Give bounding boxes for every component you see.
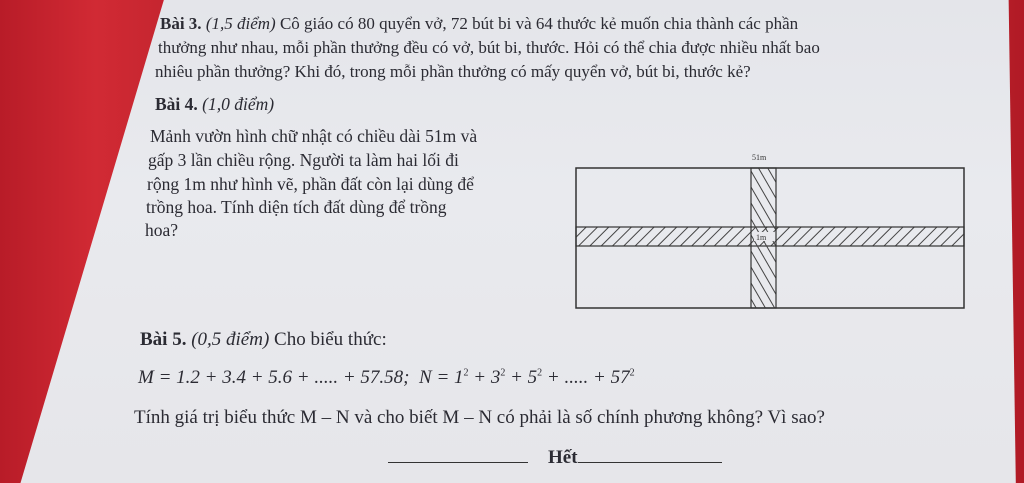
bai5-intro: Cho biểu thức:: [274, 329, 387, 350]
length-label: 51m: [752, 153, 767, 162]
bai4-points: (1,0 điểm): [202, 94, 275, 114]
bai3-line-2: thưởng như nhau, mỗi phần thưởng đều có vở, bút bi, thước. Hỏi có thể chia được nhiều nhất bao: [158, 38, 820, 57]
expression-n: $N = 1^2 + 3^2 + 5^2$ + ..... + $57^2$: [419, 367, 635, 388]
bai4-text-line-1: Mảnh vườn hình chữ nhật có chiều dài 51m và: [150, 126, 478, 146]
bai4-text-line-2: gấp 3 lần chiều rộng. Người ta làm hai lối đi: [148, 150, 459, 170]
bai4-text-line-4: trồng hoa. Tính diện tích đất dùng để trồng: [146, 197, 447, 217]
bai5-expressions: [138, 367, 635, 389]
path-width-label: 1m: [756, 233, 767, 242]
bai5-points: (0,5 điểm): [191, 329, 270, 350]
bai3-line-1: [160, 14, 798, 34]
garden-diagram: [572, 150, 972, 315]
bai3-points: (1,5 điểm): [205, 14, 276, 33]
footer-rule-right: [578, 462, 722, 463]
bai3-label: Bài 3.: [160, 14, 202, 33]
bai5-label: Bài 5.: [140, 329, 187, 350]
bai4-text-line-3: rộng 1m như hình vẽ, phần đất còn lại dùng để: [147, 174, 474, 194]
bai4-heading: [155, 94, 274, 115]
end-marker: Hết: [548, 447, 578, 468]
bai4-text-line-5: hoa?: [145, 220, 179, 240]
bai3-line-3: nhiêu phần thưởng? Khi đó, trong mỗi phần thưởng có mấy quyển vở, bút bi, thước kẻ?: [155, 62, 751, 81]
bai5-heading: [140, 329, 387, 351]
bai3-text-1: Cô giáo có 80 quyển vở, 72 bút bi và 64 thước kẻ muốn chia thành các phần: [279, 14, 799, 33]
expression-m: M = 1.2 + 3.4 + 5.6 + ..... + 57.58;: [138, 367, 410, 388]
bai5-question: Tính giá trị biểu thức M – N và cho biết M – N có phải là số chính phương không? Vì sao?: [134, 407, 825, 428]
bai4-label: Bài 4.: [155, 94, 198, 114]
footer-rule-left: [388, 462, 528, 463]
